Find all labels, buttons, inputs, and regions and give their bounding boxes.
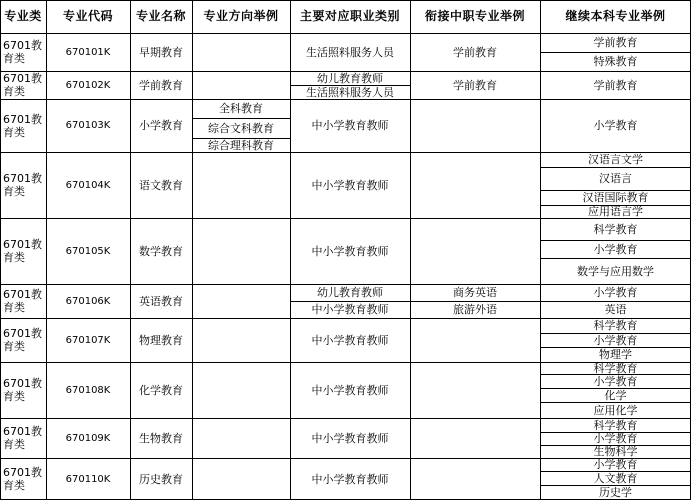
category-cell: 6701教育类 [3,425,42,451]
category-cell: 6701教育类 [3,39,42,65]
column-header: 专业类 [4,9,42,23]
secondary-cell: 学前教育 [453,78,497,92]
job-cell: 生活照料服务人员 [306,45,394,59]
undergrad-cell: 小学教育 [593,333,638,347]
name-cell: 数学教育 [139,244,183,258]
code-cell: 670107K [65,334,111,346]
job-cell: 幼儿教育教师 [317,71,383,85]
column-header: 专业方向举例 [203,9,279,23]
job-cell: 中小学教育教师 [311,178,389,192]
name-cell: 历史教育 [139,472,183,486]
undergrad-cell: 科学教育 [593,319,638,332]
undergrad-cell: 小学教育 [593,119,638,132]
code-cell: 670102K [65,79,111,91]
column-divider [192,0,193,500]
code-cell: 670110K [65,473,111,485]
secondary-cell: 学前教育 [453,45,497,59]
category-cell: 6701教育类 [3,238,42,264]
code-cell: 670109K [65,432,111,444]
job-cell: 中小学教育教师 [311,303,389,316]
job-cell: 中小学教育教师 [311,472,389,486]
name-cell: 语文教育 [139,178,183,192]
name-cell: 物理教育 [139,333,183,347]
undergrad-cell: 学前教育 [593,78,638,92]
code-cell: 670106K [65,295,111,307]
job-cell: 幼儿教育教师 [317,286,383,299]
name-cell: 英语教育 [139,294,183,308]
undergrad-cell: 应用语言学 [588,205,643,218]
undergrad-cell: 物理学 [599,348,632,361]
category-cell: 6701教育类 [3,72,42,98]
category-cell: 6701教育类 [3,288,42,314]
undergrad-cell: 小学教育 [593,286,638,299]
direction-cell: 综合文科教育 [208,121,274,135]
category-cell: 6701教育类 [3,377,42,403]
code-cell: 670104K [65,179,111,191]
name-cell: 早期教育 [139,45,183,59]
undergrad-cell: 小学教育 [593,432,638,445]
name-cell: 化学教育 [139,383,183,397]
code-cell: 670103K [65,120,111,131]
undergrad-cell: 小学教育 [593,374,638,388]
column-header: 专业代码 [62,9,113,23]
undergrad-cell: 小学教育 [593,458,638,471]
undergrad-cell: 历史学 [599,486,632,499]
name-cell: 生物教育 [139,431,183,445]
job-cell: 中小学教育教师 [311,431,389,445]
job-cell: 中小学教育教师 [311,244,389,258]
code-cell: 670105K [65,245,111,257]
column-header: 专业名称 [135,9,186,23]
undergrad-cell: 人文教育 [593,471,638,485]
undergrad-cell: 英语 [604,303,627,316]
category-cell: 6701教育类 [3,327,42,353]
code-cell: 670101K [65,46,111,58]
undergrad-cell: 汉语国际教育 [582,191,649,204]
undergrad-cell: 化学 [604,388,627,402]
undergrad-cell: 应用化学 [593,403,638,417]
direction-cell: 全科教育 [219,102,263,115]
column-header: 继续本科专业举例 [565,9,666,23]
direction-cell: 综合理科教育 [208,138,274,152]
name-cell: 学前教育 [139,78,183,92]
job-cell: 生活照料服务人员 [306,85,394,99]
undergrad-cell: 科学教育 [593,418,638,432]
undergrad-cell: 科学教育 [593,362,638,374]
undergrad-cell: 汉语言 [599,172,632,185]
category-cell: 6701教育类 [3,466,42,492]
column-header: 主要对应职业类别 [299,9,400,23]
category-cell: 6701教育类 [3,172,42,198]
column-header: 衔接中职专业举例 [424,9,525,23]
undergrad-cell: 生物科学 [593,445,638,458]
name-cell: 小学教育 [139,119,183,132]
undergrad-cell: 科学教育 [593,222,638,236]
table-border-top [0,0,691,1]
undergrad-cell: 小学教育 [593,242,638,256]
secondary-cell: 商务英语 [453,286,497,299]
undergrad-cell: 学前教育 [593,36,638,49]
undergrad-cell: 数学与应用数学 [577,264,654,278]
undergrad-cell: 汉语言文学 [588,153,643,166]
category-cell: 6701教育类 [3,112,42,139]
secondary-cell: 旅游外语 [453,303,497,316]
code-cell: 670108K [65,384,111,396]
job-cell: 中小学教育教师 [311,333,389,347]
job-cell: 中小学教育教师 [311,383,389,397]
undergrad-cell: 特殊教育 [593,55,638,68]
job-cell: 中小学教育教师 [311,119,389,132]
